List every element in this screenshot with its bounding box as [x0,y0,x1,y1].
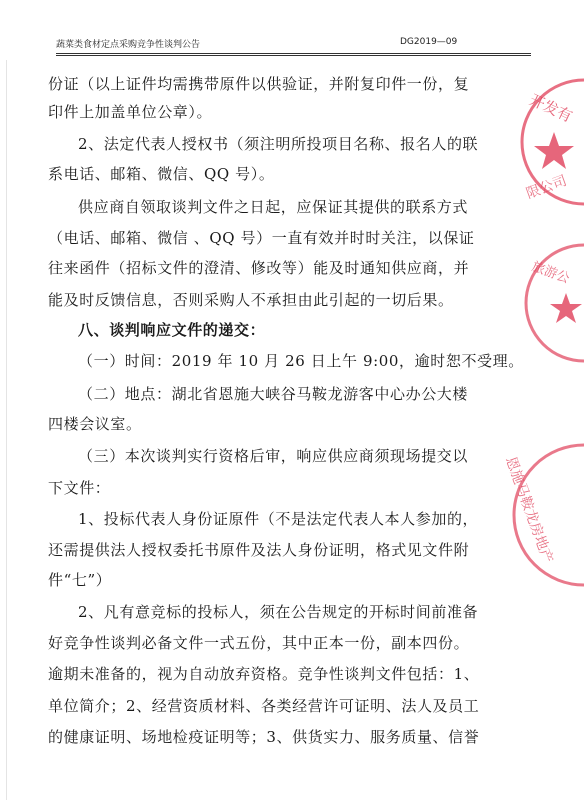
header-divider [56,53,531,54]
body-line: （三）本次谈判实行资格后审，响应供应商须现场提交以 [78,447,469,465]
svg-text:限公司: 限公司 [524,172,570,203]
body-line: 1、投标代表人身份证原件（不是法定代表人本人参加的， [78,510,479,528]
header-divider-secondary [56,55,531,56]
body-line: 还需提供法人授权委托书原件及法人身份证明，格式见文件附 [48,541,470,559]
body-line: 份证（以上证件均需携带原件以供验证，并附复印件一份，复 [48,75,470,93]
body-line: （二）地点：湖北省恩施大峡谷马鞍龙游客中心办公大楼 [78,385,469,403]
body-line: 能及时反馈信息，否则采购人不承担由此引起的一切后果。 [48,291,454,309]
svg-text:开发有: 开发有 [526,90,576,126]
body-line: 件“七”） [48,571,112,589]
body-line: 的健康证明、场地检疫证明等；3、供货实力、服务质量、信誉 [48,728,480,746]
body-line: 四楼会议室。 [48,415,142,433]
body-line: 好竞争性谈判必备文件一式五份，其中正本一份，副本四份。 [48,634,470,652]
body-line: 印件上加盖单位公章）。 [48,103,213,121]
body-line: （一）时间：2019 年 10 月 26 日上午 9:00，逾时恕不受理。 [78,352,524,370]
svg-text:旅游公: 旅游公 [529,259,572,287]
body-line: 2、法定代表人授权书（须注明所投项目名称、报名人的联 [78,135,479,153]
body-line: 单位简介；2、经营资质材料、各类经营许可证明、法人及员工 [48,697,480,715]
scan-edge-line [6,60,7,800]
body-line: 2、凡有意竞标的投标人，须在公告规定的开标时间前准备 [78,603,479,621]
header-title: 蔬菜类食材定点采购竞争性谈判公告 [56,40,201,50]
page-header [0,0,584,62]
body-line: 供应商自领取谈判文件之日起，应保证其提供的联系方式 [78,198,469,216]
header-document-code: DG2019—09 [400,37,458,47]
body-line: 系电话、邮箱、微信、QQ 号）。 [48,165,275,183]
body-line: 往来函件（招标文件的澄清、修改等）能及时通知供应商，并 [48,259,470,277]
body-line: 下文件： [48,479,111,497]
section-heading: 八、谈判响应文件的递交： [78,321,266,339]
svg-text:恩施马鞍龙房地产: 恩施马鞍龙房地产 [502,454,556,566]
body-line: （电话、邮箱、微信 、QQ 号）一直有效并时时关注，以保证 [48,229,475,247]
body-line: 逾期未准备的，视为自动放弃资格。竞争性谈判文件包括：1、 [48,665,480,683]
